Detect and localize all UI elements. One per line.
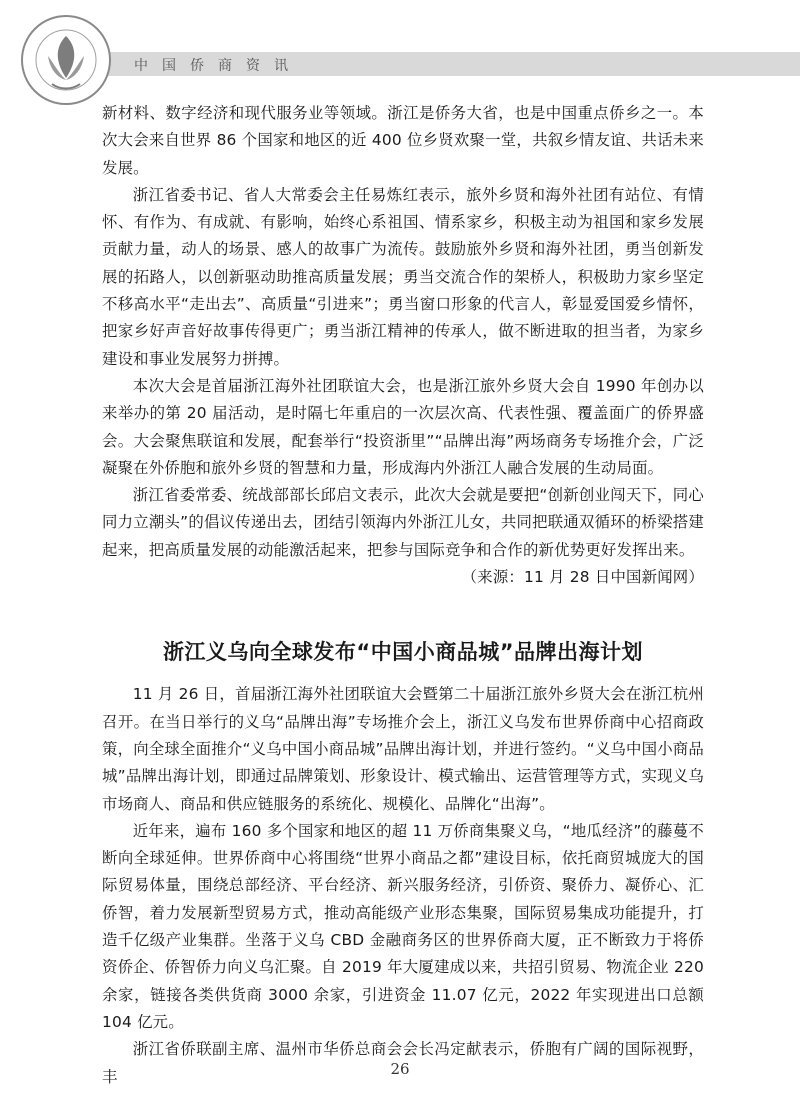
article2-title: 浙江义乌向全球发布“中国小商品城”品牌出海计划	[162, 640, 644, 665]
article1-paragraph-3: 本次大会是首届浙江海外社团联谊大会，也是浙江旅外乡贤大会自 1990 年创办以来举办的第 20 届活动，是时隔七年重启的一次层次高、代表性强、覆盖面广的侨界盛会。大会聚焦联谊和发展，配套举行“投资浙里”“品牌出海”两场商务专场推介会，广泛凝聚在外侨胞和旅外乡贤的智慧和力量，形成海内外浙江人融合发展的生动局面。	[102, 376, 704, 477]
page-content	[102, 100, 704, 1091]
article2-paragraph-2: 近年来，遍布 160 多个国家和地区的超 11 万侨商集聚义乌，“地瓜经济”的藤蔓不断向全球延伸。世界侨商中心将围绕“世界小商品之都”建设目标，依托商贸城庞大的国际贸易体量，围绕总部经济、平台经济、新兴服务经济，引侨资、聚侨力、凝侨心、汇侨智，着力发展新型贸易方式，推动高能级产业形态集聚，国际贸易集成功能提升，打造千亿级产业集群。坐落于义乌 CBD 金融商务区的世界侨商大厦，正不断致力于将侨资侨企、侨智侨力向义乌汇聚。自 2019 年大厦建成以来，共招引贸易、物流企业 220 余家，链接各类供货商 3000 余家，引进资金 11.07 亿元，2022 年实现进出口总额 104 亿元。	[102, 821, 704, 1031]
article1-paragraph-2: 浙江省委书记、省人大常委会主任易炼红表示，旅外乡贤和海外社团有站位、有情怀、有作为、有成就、有影响，始终心系祖国、情系家乡，积极主动为祖国和家乡发展贡献力量，动人的场景、感人的故事广为流传。鼓励旅外乡贤和海外社团，勇当创新发展的拓路人，以创新驱动助推高质量发展；勇当交流合作的架桥人，积极助力家乡坚定不移高水平“走出去”、高质量“引进来”；勇当窗口形象的代言人，彰显爱国爱乡情怀，把家乡好声音好故事传得更广；勇当浙江精神的传承人，做不断进取的担当者，为家乡建设和事业发展努力拼搏。	[102, 185, 704, 368]
page-number: 26	[390, 1060, 410, 1078]
header-title: 中国侨商资讯	[134, 58, 302, 74]
article1-paragraph-4: 浙江省委常委、统战部部长邱启文表示，此次大会就是要把“创新创业闯天下，同心同力立潮头”的倡议传递出去，团结引领海内外浙江儿女，共同把联通双循环的桥梁搭建起来，把高质量发展的动能激活起来，把参与国际竞争和合作的新优势更好发挥出来。	[102, 486, 704, 559]
article1-source: （来源：11 月 28 日中国新闻网）	[461, 568, 704, 587]
article2-paragraph-3: 浙江省侨联副主席、温州市华侨总商会会长冯定献表示，侨胞有广阔的国际视野，丰	[102, 1040, 704, 1086]
article2-paragraph-1: 11 月 26 日，首届浙江海外社团联谊大会暨第二十届浙江旅外乡贤大会在浙江杭州召开。在当日举行的义乌“品牌出海”专场推介会上，浙江义乌发布世界侨商中心招商政策，向全球全面推介“义乌中国小商品城”品牌出海计划，并进行签约。“义乌中国小商品城”品牌出海计划，即通过品牌策划、形象设计、模式输出、运营管理等方式，实现义乌市场商人、商品和供应链服务的系统化、规模化、品牌化“出海”。	[102, 685, 704, 813]
article1-paragraph-1: 新材料、数字经济和现代服务业等领域。浙江是侨务大省，也是中国重点侨乡之一。本次大会来自世界 86 个国家和地区的近 400 位乡贤欢聚一堂，共叙乡情友谊、共话未来发展。	[102, 104, 704, 177]
logo-emblem	[18, 12, 114, 108]
